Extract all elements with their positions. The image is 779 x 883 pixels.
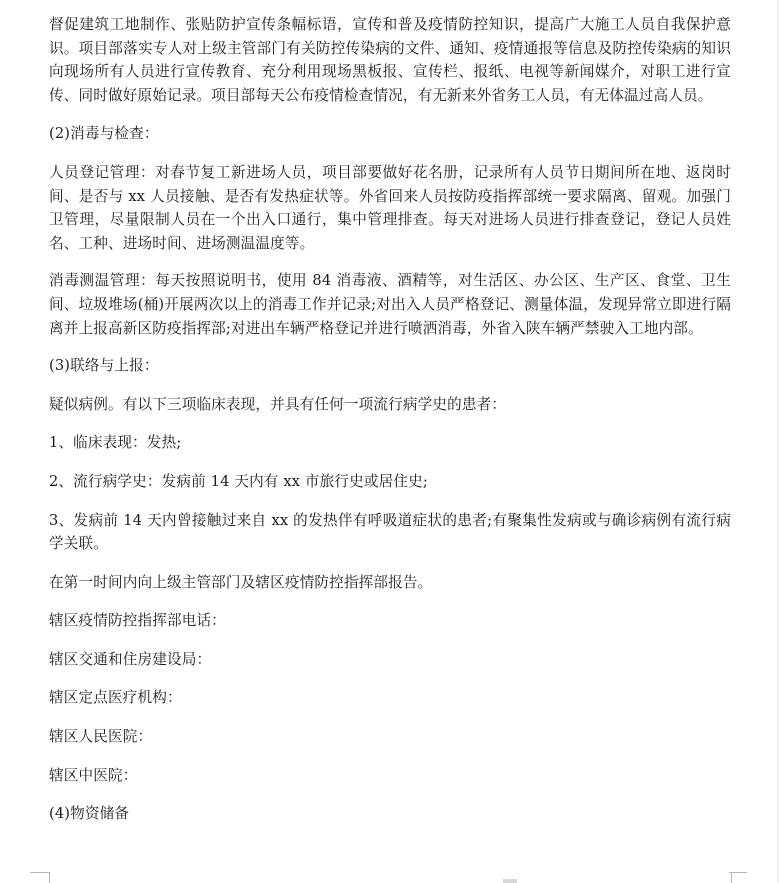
paragraph-personnel-registration: 人员登记管理：对春节复工新进场人员，项目部要做好花名册，记录所有人员节日期间所在地、返岗时间、是否与 xx 人员接触、是否有发热症状等。外省回来人员按防疫指挥部统一要求隔离、留观。加强门卫管理，尽量限制人员在一个出入口通行，集中管理排查。每天对进场人员进行排查登记，登记人员姓名、工种、进场时间、进场测温温度等。 xyxy=(49,163,731,252)
contact-command-phone: 辖区疫情防控指挥部电话： xyxy=(49,612,226,630)
paragraph-disinfection-temperature: 消毒测温管理：每天按照说明书，使用 84 消毒液、酒精等，对生活区、办公区、生产区、食堂、卫生间、垃圾堆场(桶)开展两次以上的消毒工作并记录;对出入人员严格登记、测量体温，发现异常立即进行隔离并上报高新区防疫指挥部;对进出车辆严格登记并进行喷洒消毒，外省入陕车辆严禁驶入工地内部。 xyxy=(49,272,731,337)
page-corner-mark-right-vertical xyxy=(731,872,732,883)
contact-tcm-hospital: 辖区中医院： xyxy=(49,766,138,784)
paragraph-report: 在第一时间内向上级主管部门及辖区疫情防控指挥部报告。 xyxy=(49,573,433,591)
list-item-clinical: 1、临床表现：发热; xyxy=(49,434,182,452)
paragraph-suspected-cases: 疑似病例。有以下三项临床表现，并具有任何一项流行病学史的患者： xyxy=(49,395,507,413)
paragraph-publicity: 督促建筑工地制作、张贴防护宣传条幅标语，宣传和普及疫情防控知识，提高广大施工人员自我保护意识。项目部落实专人对上级主管部门有关防控传染病的文件、通知、疫情通报等信息及防控传染病的知识向现场所有人员进行宣传教育、充分利用现场黑板报、宣传栏、报纸、电视等新闻媒介，对职工进行宣传、同时做好原始记录。项目部每天公布疫情检查情况，有无新来外省务工人员，有无体温过高人员。 xyxy=(49,16,731,104)
heading-liaison-reporting: (3)联络与上报： xyxy=(49,357,159,375)
contact-peoples-hospital: 辖区人民医院： xyxy=(49,728,153,746)
page-bottom-marker xyxy=(503,879,517,883)
page-corner-mark-left xyxy=(30,872,50,883)
contact-designated-medical: 辖区定点医疗机构： xyxy=(49,689,182,707)
heading-disinfection-inspection: (2)消毒与检查： xyxy=(49,125,159,143)
list-item-epidemiology: 2、流行病学史：发病前 14 天内有 xx 市旅行史或居住史; xyxy=(49,472,428,490)
document-body xyxy=(49,13,731,826)
list-item-contact: 3、发病前 14 天内曾接触过来自 xx 的发热伴有呼吸道症状的患者;有聚集性发病或与确诊病例有流行病学关联。 xyxy=(49,511,731,553)
contact-transport-housing: 辖区交通和住房建设局： xyxy=(49,650,212,668)
heading-material-reserve: (4)物资储备 xyxy=(49,805,130,823)
page-corner-mark-left-vertical xyxy=(49,872,50,883)
